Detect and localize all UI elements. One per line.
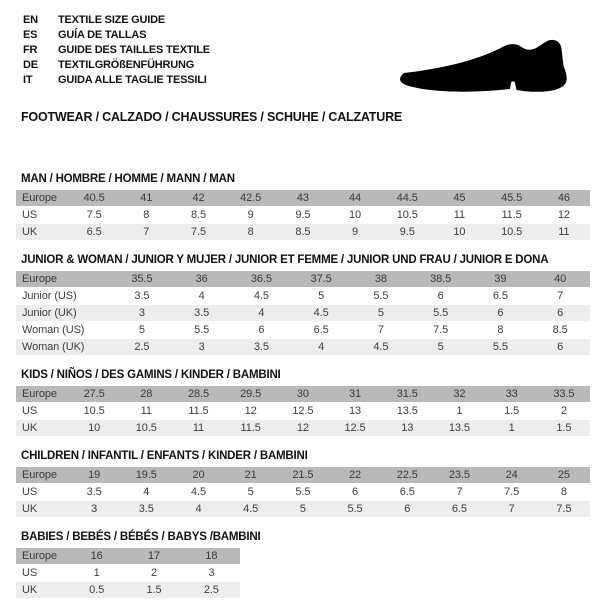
- size-value: 45: [433, 190, 485, 207]
- size-table-section: [16, 369, 590, 437]
- size-value: 7.5: [538, 501, 590, 518]
- language-label: GUÍA DE TALLAS: [58, 29, 147, 41]
- size-value: 25: [538, 467, 590, 484]
- size-value: 46: [538, 190, 590, 207]
- size-value: 21.5: [277, 467, 329, 484]
- size-value: 7.5: [486, 484, 538, 501]
- table-row: [16, 322, 590, 339]
- language-label: TEXTILE SIZE GUIDE: [58, 14, 166, 26]
- size-value: 5: [291, 288, 351, 305]
- size-value: 23.5: [433, 467, 485, 484]
- size-value: 3.5: [172, 305, 232, 322]
- language-code: IT: [23, 74, 33, 86]
- row-label: US: [16, 565, 68, 582]
- size-value: 6.5: [291, 322, 351, 339]
- row-label: Europe: [16, 467, 68, 484]
- size-value: 4: [120, 484, 172, 501]
- size-value: 11: [120, 403, 172, 420]
- size-value: 20: [172, 467, 224, 484]
- size-value: 45.5: [486, 190, 538, 207]
- size-value: 33: [486, 386, 538, 403]
- size-value: 6.5: [471, 288, 531, 305]
- size-value: 5: [277, 501, 329, 518]
- size-value: 1.5: [486, 403, 538, 420]
- language-code: ES: [23, 29, 38, 41]
- size-value: 4.5: [232, 288, 292, 305]
- size-value: 31.5: [381, 386, 433, 403]
- size-value: 19.5: [120, 467, 172, 484]
- language-code: FR: [23, 44, 38, 56]
- table-title: JUNIOR & WOMAN / JUNIOR Y MUJER / JUNIOR ET FEMME / JUNIOR UND FRAU / JUNIOR E DONA: [21, 254, 549, 266]
- size-value: 12.5: [277, 403, 329, 420]
- size-value: 10.5: [486, 224, 538, 241]
- row-label: US: [16, 403, 68, 420]
- size-value: 7: [486, 501, 538, 518]
- size-value: 3: [172, 339, 232, 356]
- size-value: 9: [329, 224, 381, 241]
- size-value: 6: [329, 484, 381, 501]
- size-value: 1: [433, 403, 485, 420]
- size-value: 5.5: [411, 305, 471, 322]
- size-value: 5.5: [277, 484, 329, 501]
- size-value: 6: [530, 305, 590, 322]
- size-value: 1: [486, 420, 538, 437]
- size-table-section: [16, 531, 590, 599]
- size-value: 8.5: [277, 224, 329, 241]
- size-value: 8: [120, 207, 172, 224]
- size-value: 3.5: [112, 288, 172, 305]
- table-row: [16, 190, 590, 207]
- size-value: 38.5: [411, 271, 471, 288]
- size-value: 35.5: [112, 271, 172, 288]
- shoe-icon: [398, 36, 573, 94]
- size-value: 10.5: [120, 420, 172, 437]
- size-value: 30: [277, 386, 329, 403]
- size-value: 1: [68, 565, 125, 582]
- language-label: GUIDE DES TAILLES TEXTILE: [58, 44, 210, 56]
- size-value: 3: [112, 305, 172, 322]
- size-value: 4.5: [172, 484, 224, 501]
- size-value: 37.5: [291, 271, 351, 288]
- size-value: 36.5: [232, 271, 292, 288]
- size-value: 9.5: [277, 207, 329, 224]
- size-value: 6.5: [68, 224, 120, 241]
- size-table-section: [16, 450, 590, 518]
- language-code: DE: [23, 59, 38, 71]
- size-value: 27.5: [68, 386, 120, 403]
- size-value: 7: [351, 322, 411, 339]
- size-value: 3.5: [232, 339, 292, 356]
- size-value: 22.5: [381, 467, 433, 484]
- size-value: 7.5: [411, 322, 471, 339]
- row-label: Europe: [16, 271, 112, 288]
- size-value: 10: [329, 207, 381, 224]
- size-value: 11: [172, 420, 224, 437]
- size-value: 32: [433, 386, 485, 403]
- size-value: 7.5: [172, 224, 224, 241]
- row-label: UK: [16, 501, 68, 518]
- table-row: [16, 305, 590, 322]
- row-label: US: [16, 207, 68, 224]
- size-value: 6: [471, 305, 531, 322]
- size-value: 12: [277, 420, 329, 437]
- size-value: 19: [68, 467, 120, 484]
- size-value: 13.5: [433, 420, 485, 437]
- size-table: [16, 548, 240, 599]
- category-title: FOOTWEAR / CALZADO / CHAUSSURES / SCHUHE / CALZATURE: [21, 110, 403, 124]
- size-value: 38: [351, 271, 411, 288]
- table-row: [16, 224, 590, 241]
- header: [0, 0, 600, 92]
- size-value: 42: [172, 190, 224, 207]
- size-table: [16, 386, 590, 437]
- size-value: 10: [68, 420, 120, 437]
- size-value: 2.5: [183, 582, 240, 599]
- size-value: 8.5: [530, 322, 590, 339]
- size-value: 5.5: [329, 501, 381, 518]
- table-row: [16, 339, 590, 356]
- size-value: 4.5: [351, 339, 411, 356]
- size-value: 8: [538, 484, 590, 501]
- size-value: 4: [172, 501, 224, 518]
- table-row: [16, 467, 590, 484]
- table-row: [16, 403, 590, 420]
- size-value: 3.5: [68, 484, 120, 501]
- size-value: 36: [172, 271, 232, 288]
- language-label: GUIDA ALLE TAGLIE TESSILI: [58, 74, 207, 86]
- size-value: 12.5: [329, 420, 381, 437]
- size-value: 11: [538, 224, 590, 241]
- size-value: 7: [120, 224, 172, 241]
- size-value: 39: [471, 271, 531, 288]
- size-tables: [16, 173, 590, 599]
- size-value: 6: [232, 322, 292, 339]
- row-label: US: [16, 484, 68, 501]
- size-value: 9: [225, 207, 277, 224]
- size-value: 21: [225, 467, 277, 484]
- size-value: 17: [125, 548, 182, 565]
- language-row: [23, 13, 600, 28]
- table-row: [16, 548, 240, 565]
- size-value: 10.5: [381, 207, 433, 224]
- row-label: Europe: [16, 548, 68, 565]
- size-value: 9.5: [381, 224, 433, 241]
- size-value: 2.5: [112, 339, 172, 356]
- size-value: 6: [381, 501, 433, 518]
- table-title: KIDS / NIÑOS / DES GAMINS / KINDER / BAMBINI: [21, 369, 281, 381]
- size-value: 42.5: [225, 190, 277, 207]
- size-value: 24: [486, 467, 538, 484]
- table-row: [16, 386, 590, 403]
- size-value: 1.5: [538, 420, 590, 437]
- size-value: 44: [329, 190, 381, 207]
- size-value: 6.5: [433, 501, 485, 518]
- size-value: 18: [183, 548, 240, 565]
- size-value: 8: [471, 322, 531, 339]
- size-table: [16, 467, 590, 518]
- row-label: Junior (UK): [16, 305, 112, 322]
- language-code: EN: [23, 14, 38, 26]
- size-value: 13.5: [381, 403, 433, 420]
- size-value: 43: [277, 190, 329, 207]
- size-value: 44.5: [381, 190, 433, 207]
- size-value: 13: [329, 403, 381, 420]
- size-value: 3: [68, 501, 120, 518]
- size-value: 4: [172, 288, 232, 305]
- table-row: [16, 288, 590, 305]
- table-row: [16, 207, 590, 224]
- size-value: 8: [225, 224, 277, 241]
- size-value: 7.5: [68, 207, 120, 224]
- table-title: CHILDREN / INFANTIL / ENFANTS / KINDER / BAMBINI: [21, 450, 308, 462]
- size-value: 7: [433, 484, 485, 501]
- size-value: 11.5: [225, 420, 277, 437]
- row-label: Europe: [16, 386, 68, 403]
- size-value: 2: [538, 403, 590, 420]
- size-value: 11: [433, 207, 485, 224]
- row-label: Europe: [16, 190, 68, 207]
- size-value: 6: [530, 339, 590, 356]
- size-value: 5.5: [471, 339, 531, 356]
- table-row: [16, 501, 590, 518]
- size-value: 0.5: [68, 582, 125, 599]
- size-table: [16, 190, 590, 241]
- size-value: 5.5: [172, 322, 232, 339]
- size-value: 10.5: [68, 403, 120, 420]
- size-value: 13: [381, 420, 433, 437]
- table-row: [16, 420, 590, 437]
- table-row: [16, 271, 590, 288]
- size-value: 4: [232, 305, 292, 322]
- row-label: UK: [16, 420, 68, 437]
- size-value: 5: [351, 305, 411, 322]
- table-row: [16, 565, 240, 582]
- size-value: 4: [291, 339, 351, 356]
- size-value: 7: [530, 288, 590, 305]
- row-label: UK: [16, 582, 68, 599]
- size-value: 33.5: [538, 386, 590, 403]
- size-value: 10: [433, 224, 485, 241]
- size-value: 22: [329, 467, 381, 484]
- size-value: 11.5: [172, 403, 224, 420]
- table-title: MAN / HOMBRE / HOMME / MANN / MAN: [21, 173, 235, 185]
- size-value: 3.5: [120, 501, 172, 518]
- size-value: 1.5: [125, 582, 182, 599]
- table-row: [16, 582, 240, 599]
- size-value: 40: [530, 271, 590, 288]
- row-label: UK: [16, 224, 68, 241]
- size-value: 28.5: [172, 386, 224, 403]
- size-value: 5: [411, 339, 471, 356]
- row-label: Woman (US): [16, 322, 112, 339]
- size-value: 2: [125, 565, 182, 582]
- size-value: 6.5: [381, 484, 433, 501]
- row-label: Junior (US): [16, 288, 112, 305]
- size-table: [16, 271, 590, 356]
- size-value: 5: [112, 322, 172, 339]
- size-value: 28: [120, 386, 172, 403]
- size-value: 41: [120, 190, 172, 207]
- size-value: 3: [183, 565, 240, 582]
- size-value: 8.5: [172, 207, 224, 224]
- size-value: 31: [329, 386, 381, 403]
- size-value: 6: [411, 288, 471, 305]
- size-value: 40.5: [68, 190, 120, 207]
- language-label: TEXTILGRÖßENFÜHRUNG: [58, 59, 195, 71]
- size-value: 12: [538, 207, 590, 224]
- size-value: 12: [225, 403, 277, 420]
- size-table-section: [16, 254, 590, 356]
- table-row: [16, 484, 590, 501]
- row-label: Woman (UK): [16, 339, 112, 356]
- table-title: BABIES / BEBÉS / BÉBÉS / BABYS /BAMBINI: [21, 531, 261, 543]
- size-value: 29.5: [225, 386, 277, 403]
- size-value: 5: [225, 484, 277, 501]
- size-value: 16: [68, 548, 125, 565]
- size-value: 5.5: [351, 288, 411, 305]
- size-value: 4.5: [225, 501, 277, 518]
- size-table-section: [16, 173, 590, 241]
- size-value: 4.5: [291, 305, 351, 322]
- size-value: 11.5: [486, 207, 538, 224]
